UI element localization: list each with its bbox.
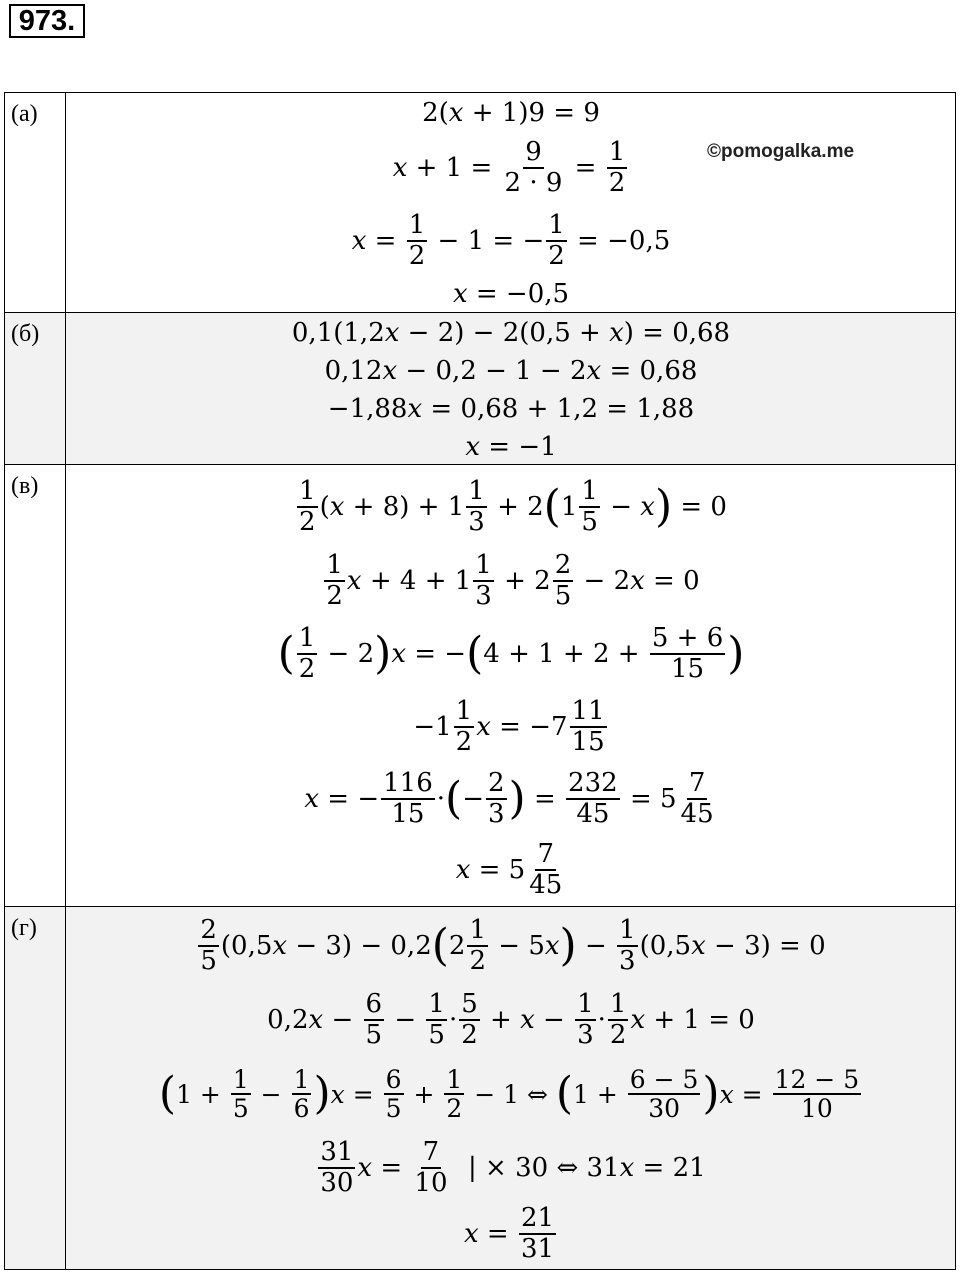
- equation-line: $\frac{31}{30}$ x = $\frac{7}{10}$ | × 30 ⇔ 31 x = 21: [320, 1137, 706, 1198]
- equation-line: x = 5 $\frac{7}{45}$: [455, 839, 563, 900]
- equation-line: x + 1 = $\frac{9}{2 \cdot 9}$ = $\frac{1}{2}$: [392, 137, 626, 198]
- section-a-label: (а): [5, 93, 66, 312]
- equation-line: x = $\frac{1}{2}$ − 1 = − $\frac{1}{2}$ = −0,5: [351, 210, 671, 271]
- equation-line: $\frac{2}{5}$ (0,5 x − 3) − 0,2 ( 2 $\frac{1}{2}$ − 5 x ) − $\frac{1}{3}$ (0,5 x − 3) = 0: [200, 915, 826, 976]
- equation-line: x = $\frac{21}{31}$: [463, 1203, 555, 1264]
- equation-line: 0,2 x − $\frac{6}{5}$ − $\frac{1}{5}$ · $\frac{5}{2}$ + x − $\frac{1}{3}$ · $\frac{1}{2}$ x + 1 = 0: [267, 989, 755, 1050]
- equation-line: ( $\frac{1}{2}$ − 2 ) x = − ( 4 + 1 + 2 + $\frac{5 + 6}{15}$ ): [277, 623, 745, 684]
- equation-line: x = −1: [465, 432, 557, 462]
- problem-number: 973.: [9, 4, 85, 38]
- section-d-math: [67, 907, 955, 1269]
- equation-line: −1 $\frac{1}{2}$ x = −7 $\frac{11}{15}$: [413, 696, 605, 757]
- section-b-row: [4, 312, 956, 464]
- watermark: ©pomogalka.me: [707, 141, 855, 162]
- equation-line: x = −0,5: [452, 279, 570, 309]
- section-d-label: (г): [5, 907, 66, 1269]
- section-c-label: (в): [5, 465, 66, 906]
- equation-line: x = − $\frac{116}{15}$ · ( − $\frac{2}{3}$ ) = $\frac{232}{45}$ = 5 $\frac{7}{45}$: [304, 768, 714, 829]
- equation-line: −1,88 x = 0,68 + 1,2 = 1,88: [327, 394, 695, 424]
- equation-line: ( 1 + $\frac{1}{5}$ − $\frac{1}{6}$ ) x = $\frac{6}{5}$ + $\frac{1}{2}$ − 1 ⇔ ( 1 + $\frac{6 - 5}{30}$ ) x = $\frac{12 - 5}{10}$: [158, 1064, 860, 1123]
- equation-line: $\frac{1}{2}$ x + 4 + 1 $\frac{1}{3}$ + 2 $\frac{2}{5}$ − 2 x = 0: [326, 550, 700, 611]
- section-b-label: (б): [5, 313, 66, 464]
- equation-line: 0,12 x − 0,2 − 1 − 2 x = 0,68: [324, 356, 698, 386]
- section-d-row: [4, 906, 956, 1270]
- section-a-math: [67, 93, 955, 312]
- equation-line: $\frac{1}{2}$ ( x + 8) + 1 $\frac{1}{3}$ + 2 ( 1 $\frac{1}{5}$ − x ) = 0: [299, 476, 727, 537]
- equation-line: 0,1(1,2 x − 2) − 2(0,5 + x ) = 0,68: [291, 318, 731, 348]
- equation-line: 2( x + 1)9 = 9: [422, 98, 600, 128]
- section-a-row: [4, 92, 956, 312]
- section-b-math: [67, 313, 955, 464]
- section-c-math: [67, 465, 955, 906]
- section-c-row: [4, 464, 956, 906]
